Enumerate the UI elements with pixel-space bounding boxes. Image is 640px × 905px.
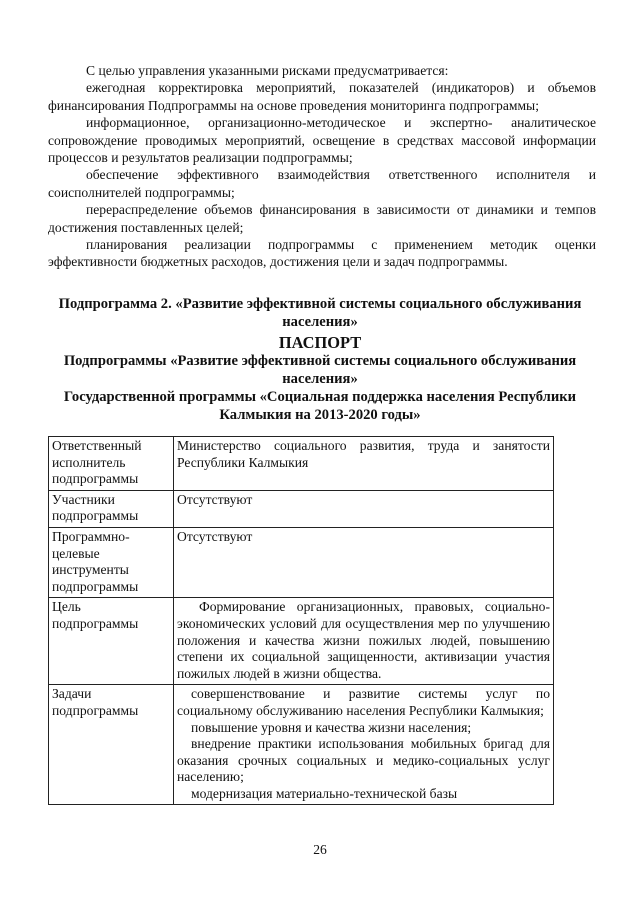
row-value [174,490,554,527]
intro-paragraph: обеспечение эффективного взаимодействия ответственного исполнителя и соисполнителей подпрограммы; [48,167,596,200]
row-label: Цель подпрограммы [49,598,174,685]
state-program-heading: Государственной программы «Социальная поддержка населения Республики Калмыкия на 2013-2020 годы» [63,389,577,423]
row-value [174,527,554,597]
value-paragraph: модернизация материально-технической базы [191,785,458,801]
passport-heading: ПАСПОРТ [278,333,362,352]
intro-paragraph: планирования реализации подпрограммы с применением методик оценки эффективности бюджетных расходов, достижения цели и задач подпрограммы. [48,237,596,270]
table-row [49,437,554,491]
row-value [174,685,554,805]
row-value [174,598,554,685]
row-label: Программно-целевые инструменты подпрограммы [49,527,174,597]
value-paragraph: внедрение практики использования мобильных бригад для оказания срочных социальных и медико-социальных услуг населению; [177,736,550,785]
subprogram-name-heading: Подпрограммы «Развитие эффективной системы социального обслуживания населения» [63,353,577,387]
table-row [49,598,554,685]
value-paragraph: Отсутствуют [177,528,253,544]
table-row [49,527,554,597]
page-number: 26 [313,842,327,857]
passport-table [48,436,554,805]
intro-paragraph: С целью управления указанными рисками предусматривается: [86,63,449,78]
value-paragraph: совершенствование и развитие системы услуг по социальному обслуживанию населения Республики Калмыкия; [177,686,550,718]
row-label: Задачи подпрограммы [49,685,174,805]
row-value [174,437,554,491]
table-row [49,685,554,805]
intro-paragraph: информационное, организационно-методическое и экспертно- аналитическое сопровождение проводимых мероприятий, освещение в средствах массовой информации процессов и результатов реализации подпрограммы; [48,115,596,166]
row-label: Участники подпрограммы [49,490,174,527]
value-paragraph: повышение уровня и качества жизни населения; [191,719,472,735]
intro-paragraph: ежегодная корректировка мероприятий, показателей (индикаторов) и объемов финансирования Подпрограммы на основе проведения мониторинга подпрограммы; [48,80,596,113]
risk-management-text [48,62,596,271]
value-paragraph: Министерство социального развития, труда и занятости Республики Калмыкия [177,438,550,470]
value-paragraph: Формирование организационных, правовых, социально-экономических условий для осуществления мер по улучшению положения и качества жизни пожилых людей, повышению степени их социальной защищенности, активизации участия пожилых людей в жизни общества. [177,599,550,681]
table-row [49,490,554,527]
row-label: Ответственный исполнитель подпрограммы [49,437,174,491]
intro-paragraph: перераспределение объемов финансирования в зависимости от динамики и темпов достижения поставленных целей; [48,202,596,235]
value-paragraph: Отсутствуют [177,491,253,507]
subprogram-heading: Подпрограмма 2. «Развитие эффективной системы социального обслуживания населения» [58,296,582,330]
